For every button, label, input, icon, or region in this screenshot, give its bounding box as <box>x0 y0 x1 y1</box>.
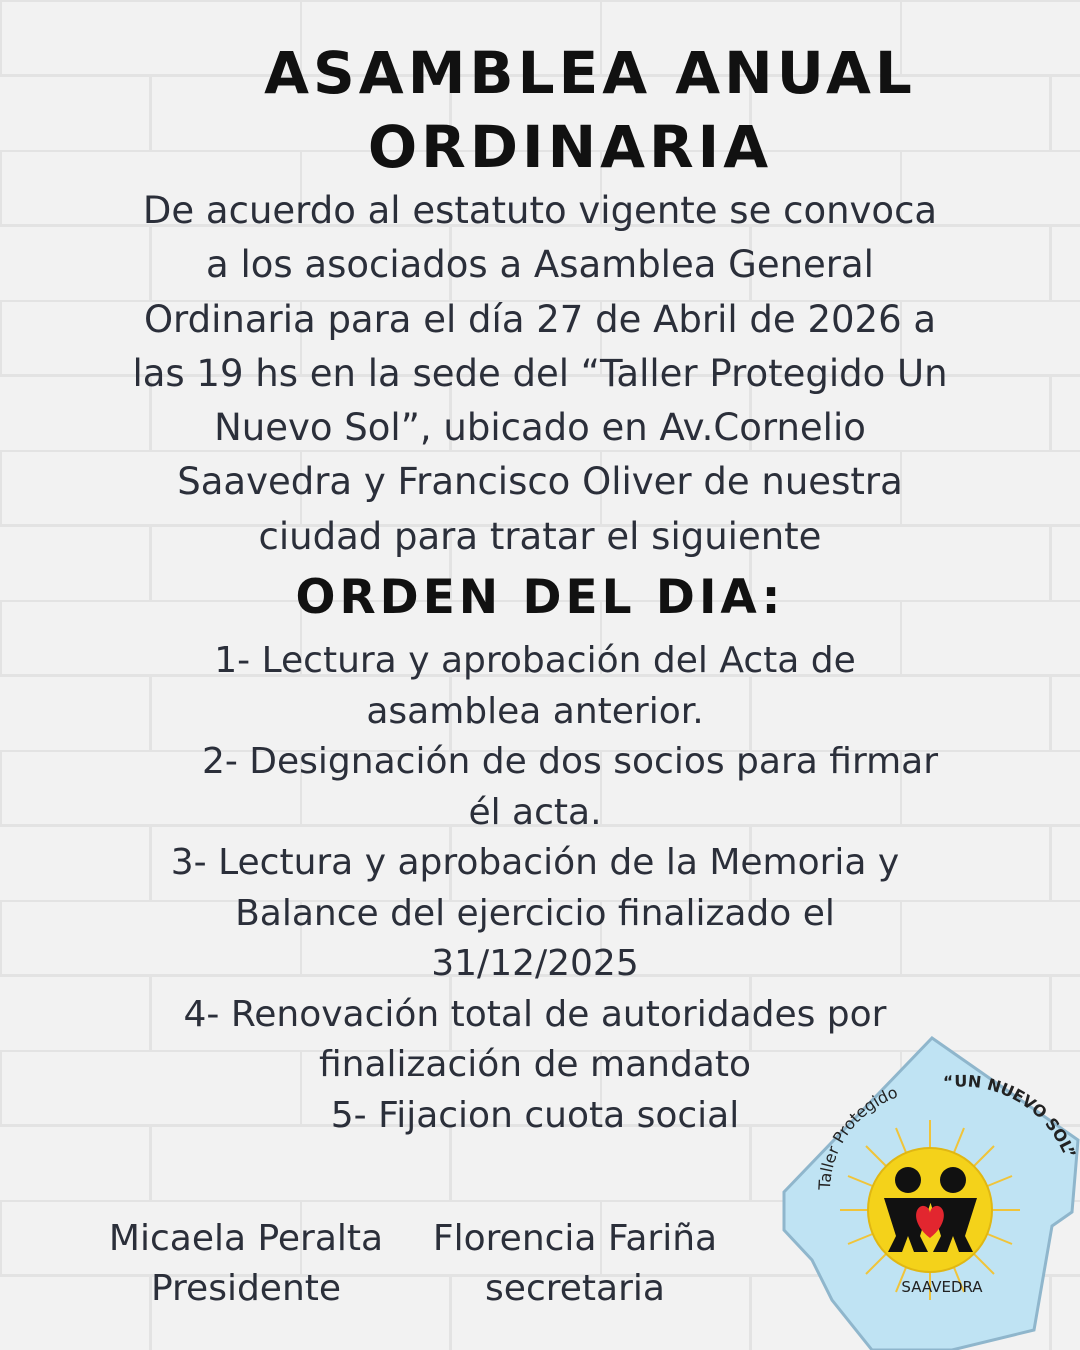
agenda-item: él acta. <box>468 791 602 833</box>
intro-line: las 19 hs en la sede del “Taller Protegido Un <box>132 351 948 395</box>
signature-role: Presidente <box>150 1268 342 1309</box>
intro-line: Ordinaria para el día 27 de Abril de 2026 a <box>143 297 937 341</box>
signature-name: Micaela Peralta <box>108 1218 384 1259</box>
agenda-item: 31/12/2025 <box>431 943 639 984</box>
signature-role: secretaria <box>485 1268 665 1309</box>
signature-secretary <box>420 1214 730 1314</box>
page-title-line1: ASAMBLEA ANUAL <box>264 39 916 107</box>
agenda-item: asamblea anterior. <box>366 690 704 732</box>
taller-protegido-logo <box>772 1030 1080 1350</box>
agenda-item: 5- Fijacion cuota social <box>330 1094 740 1136</box>
agenda-item: finalización de mandato <box>318 1044 752 1085</box>
logo-arc-right: “UN NUEVO SOL” <box>942 1071 1080 1162</box>
intro-line: Saavedra y Francisco Oliver de nuestra <box>177 460 903 504</box>
intro-line: a los asociados a Asamblea General <box>206 243 874 287</box>
intro-line: ciudad para tratar el siguiente <box>258 514 822 558</box>
agenda-item: 2- Designación de dos socios para firmar <box>201 741 939 782</box>
agenda-heading: ORDEN DEL DIA: <box>295 570 785 625</box>
signature-name: Florencia Fariña <box>432 1218 718 1259</box>
agenda-item: 3- Lectura y aprobación de la Memoria y <box>170 842 900 883</box>
logo-arc-left: Taller Protegido <box>814 1082 901 1191</box>
agenda-item: 4- Renovación total de autoridades por <box>183 993 887 1035</box>
logo-bottom-text: SAAVEDRA <box>901 1278 983 1296</box>
intro-line: Nuevo Sol”, ubicado en Av.Cornelio <box>214 406 866 450</box>
sun-icon <box>868 1148 992 1272</box>
page-title-line2: ORDINARIA <box>367 113 773 181</box>
convocation-text <box>60 184 1020 564</box>
agenda-item: 1- Lectura y aprobación del Acta de <box>214 640 856 681</box>
signature-president <box>100 1214 392 1314</box>
intro-line: De acuerdo al estatuto vigente se convoca <box>142 189 938 232</box>
agenda-item: Balance del ejercicio finalizado el <box>235 892 835 934</box>
